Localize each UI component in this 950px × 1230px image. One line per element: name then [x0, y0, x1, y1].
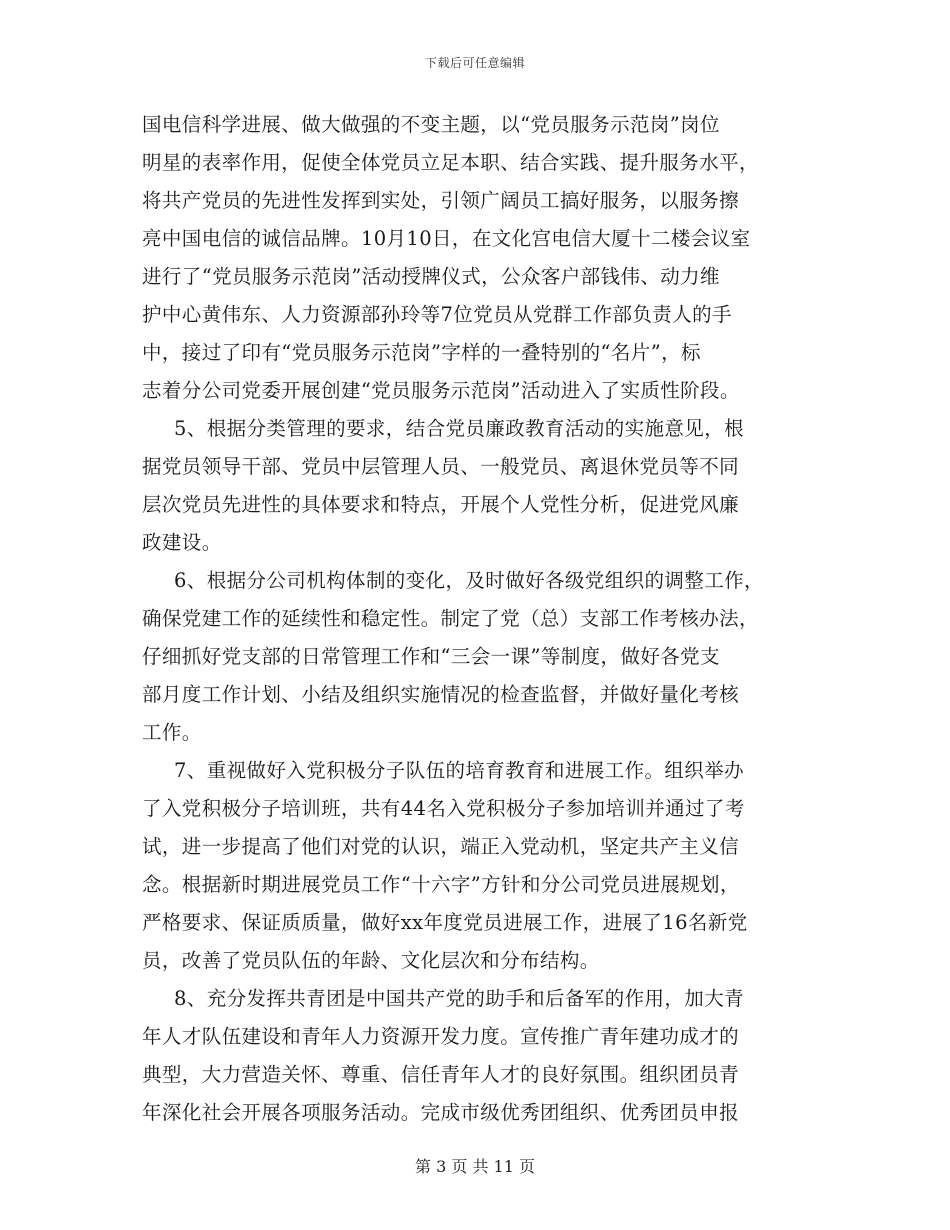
- text-line: 中，接过了印有“党员服务示范岗”字样的一叠特别的“名片”，标: [142, 341, 701, 364]
- text-line: 将共产党员的先进性发挥到实处，引领广阔员工搞好服务，以服务擦: [142, 189, 740, 212]
- text-line: 国电信科学进展、做大做强的不变主题，以“党员服务示范岗”岗位: [142, 113, 720, 136]
- text-line: 志着分公司党委开展创建“党员服务示范岗”活动进入了实质性阶段。: [142, 379, 740, 402]
- text-line: 政建设。: [142, 531, 222, 554]
- text-line: 了入党积极分子培训班，共有44名入党积极分子参加培训并通过了考: [142, 797, 745, 820]
- text-line: 层次党员先进性的具体要求和特点，开展个人党性分析，促进党风廉: [142, 493, 740, 516]
- text-line: 年深化社会开展各项服务活动。完成市级优秀团组织、优秀团员申报: [142, 1101, 740, 1124]
- text-line: 典型，大力营造关怀、尊重、信任青年人才的良好氛围。组织团员青: [142, 1063, 740, 1086]
- document-body: [142, 106, 822, 1132]
- text-line: 6、根据分公司机构体制的变化，及时做好各级党组织的调整工作，: [174, 569, 764, 592]
- text-line: 确保党建工作的延续性和稳定性。制定了党（总）支部工作考核办法，: [142, 607, 759, 630]
- text-line: 明星的表率作用，促使全体党员立足本职、结合实践、提升服务水平，: [142, 151, 759, 174]
- text-line: 护中心黄伟东、人力资源部孙玲等7位党员从党群工作部负责人的手: [142, 303, 732, 326]
- text-line: 试，进一步提高了他们对党的认识，端正入党动机，坚定共产主义信: [142, 835, 740, 858]
- text-line: 7、重视做好入党积极分子队伍的培育教育和进展工作。组织举办: [174, 759, 745, 782]
- text-line: 5、根据分类管理的要求，结合党员廉政教育活动的实施意见，根: [174, 417, 745, 440]
- page-header: 下载后可任意编辑: [424, 56, 525, 70]
- text-line: 年人才队伍建设和青年人力资源开发力度。宣传推广青年建功成才的: [142, 1025, 740, 1048]
- text-line: 进行了“党员服务示范岗”活动授牌仪式，公众客户部钱伟、动力维: [142, 265, 720, 288]
- text-line: 念。根据新时期进展党员工作“十六字”方针和分公司党员进展规划，: [142, 873, 740, 896]
- text-line: 亮中国电信的诚信品牌。10月10日，在文化宫电信大厦十二楼会议室: [142, 227, 751, 250]
- text-line: 员，改善了党员队伍的年龄、文化层次和分布结构。: [142, 949, 600, 972]
- text-line: 8、充分发挥共青团是中国共产党的助手和后备军的作用，加大青: [174, 987, 745, 1010]
- text-line: 工作。: [142, 721, 202, 744]
- page-footer: 第 3 页 共 11 页: [415, 1157, 535, 1176]
- text-line: 据党员领导干部、党员中层管理人员、一般党员、离退休党员等不同: [142, 455, 740, 478]
- text-line: 严格要求、保证质质量，做好xx年度党员进展工作，进展了16名新党: [142, 911, 748, 934]
- text-line: 部月度工作计划、小结及组织实施情况的检查监督，并做好量化考核: [142, 683, 740, 706]
- text-line: 仔细抓好党支部的日常管理工作和“三会一课”等制度，做好各党支: [142, 645, 720, 668]
